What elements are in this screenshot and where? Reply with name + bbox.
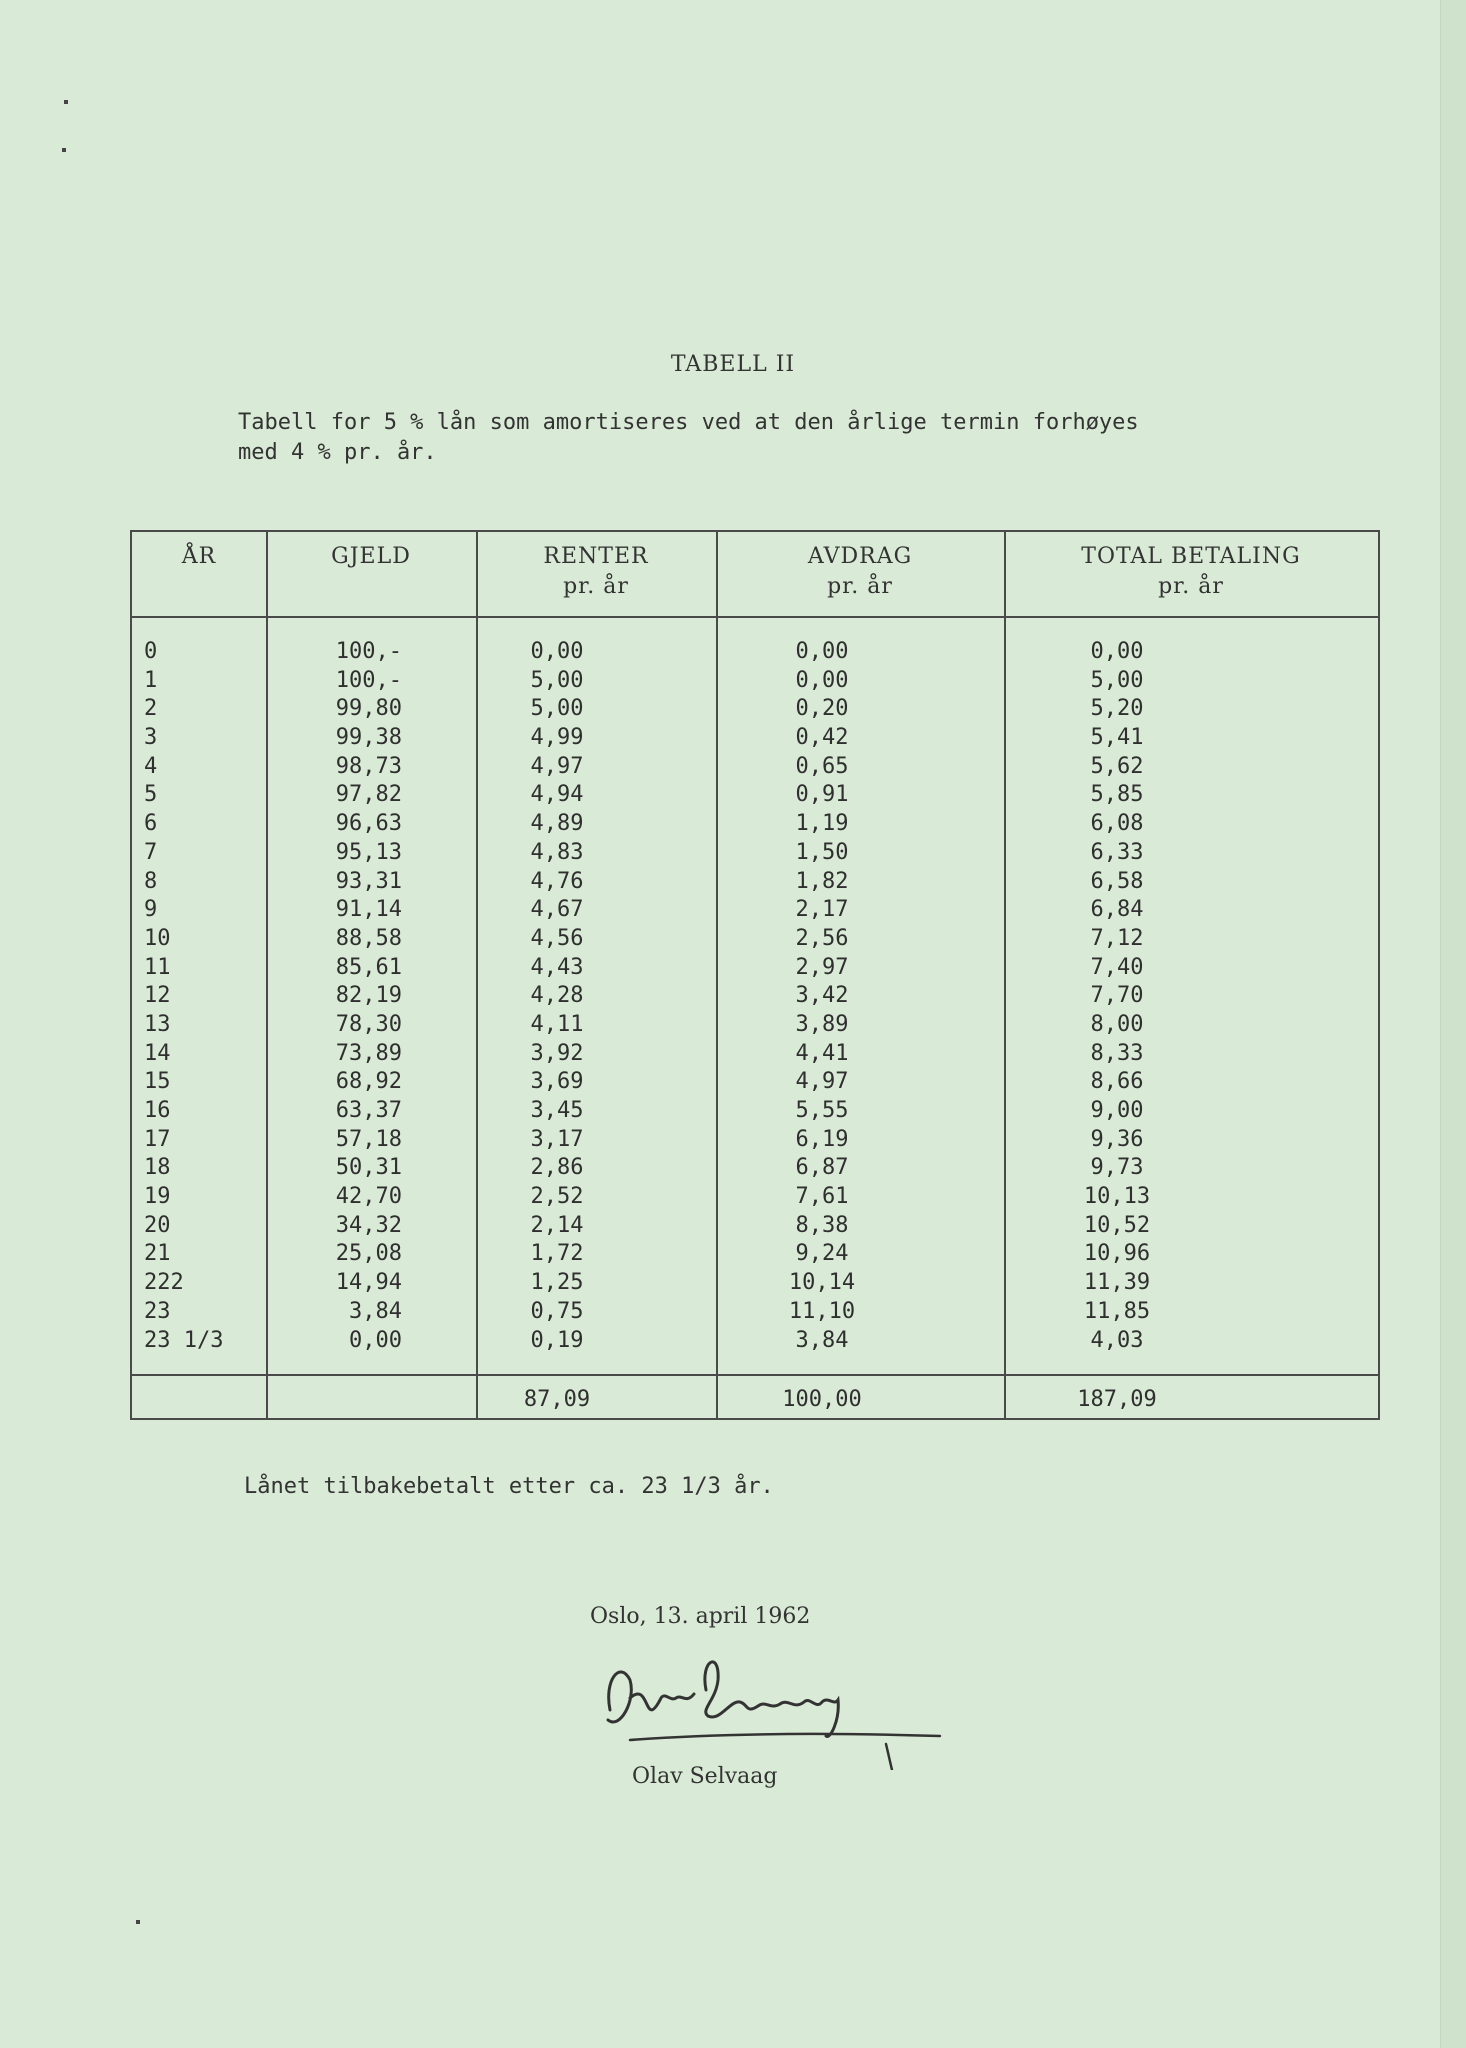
cell-avdrag: 0,00: [795, 639, 849, 664]
cell-ar: 21: [144, 1241, 171, 1267]
cell-ar: 2: [144, 696, 158, 722]
cell-avdrag: 1,50: [795, 839, 849, 865]
cell-gjeld: 42,70: [335, 1184, 402, 1210]
cell-renter: 4,89: [530, 811, 584, 837]
cell-avdrag: 11,10: [788, 1298, 856, 1324]
cell-total: 6,33: [1090, 839, 1144, 865]
header-renter-sub: pr. år: [563, 574, 629, 599]
cell-ar: 5: [144, 782, 158, 808]
cell-avdrag: 4,41: [795, 1040, 849, 1066]
cell-gjeld: 93,31: [335, 868, 402, 894]
cell-total: 9,73: [1090, 1155, 1144, 1181]
signer-name: Olav Selvaag: [632, 1764, 778, 1789]
cell-ar: 8: [144, 868, 158, 894]
table-row: [132, 1240, 1378, 1269]
cell-total: 5,85: [1090, 782, 1144, 808]
speck-mark: [136, 1920, 140, 1924]
cell-gjeld: 97,82: [335, 782, 402, 808]
table-row: [132, 781, 1378, 810]
cell-renter: 0,19: [530, 1327, 584, 1353]
header-avdrag: [716, 542, 1004, 602]
table-row: [132, 1298, 1378, 1327]
cell-total: 5,62: [1090, 753, 1144, 779]
cell-avdrag: 9,24: [795, 1241, 849, 1267]
cell-total: 6,58: [1090, 868, 1144, 894]
cell-ar: 3: [144, 725, 158, 751]
table-row: [132, 667, 1378, 696]
cell-avdrag: 0,42: [795, 725, 849, 751]
cell-total: 5,41: [1090, 725, 1144, 751]
cell-renter: 5,00: [530, 696, 584, 722]
cell-renter: 4,99: [530, 725, 584, 751]
table-row: [132, 1327, 1378, 1356]
cell-avdrag: 1,82: [795, 868, 849, 894]
cell-ar: 19: [144, 1184, 171, 1210]
table-row: [132, 1183, 1378, 1212]
table-row: [132, 810, 1378, 839]
cell-gjeld: 63,37: [335, 1098, 402, 1123]
cell-ar: 17: [144, 1126, 171, 1152]
cell-avdrag: 7,61: [795, 1184, 849, 1210]
table-row: [132, 1068, 1378, 1097]
cell-total: 4,03: [1090, 1327, 1144, 1353]
table-row: [132, 1269, 1378, 1298]
cell-gjeld: 91,14: [335, 897, 402, 923]
cell-ar: 13: [144, 1011, 171, 1037]
cell-ar: 222: [144, 1270, 184, 1296]
cell-ar: 11: [144, 954, 171, 980]
cell-renter: 2,14: [530, 1212, 584, 1238]
cell-avdrag: 8,38: [795, 1212, 849, 1238]
header-gjeld: [266, 542, 476, 572]
cell-renter: 5,00: [530, 667, 584, 693]
cell-total: 6,84: [1090, 897, 1144, 923]
cell-renter: 0,75: [530, 1298, 584, 1324]
header-gjeld-label: GJELD: [331, 544, 411, 569]
header-avdrag-sub: pr. år: [827, 574, 893, 599]
speck-mark: [62, 148, 66, 152]
cell-renter: 4,76: [530, 868, 584, 894]
cell-total: 7,12: [1090, 925, 1144, 951]
table-row: [132, 1040, 1378, 1069]
cell-avdrag: 6,19: [795, 1126, 849, 1152]
table-row: [132, 982, 1378, 1011]
cell-total: 6,08: [1090, 811, 1144, 837]
cell-ar: 7: [144, 839, 158, 865]
cell-gjeld: 95,13: [335, 839, 402, 865]
place-date: Oslo, 13. april 1962: [590, 1604, 811, 1629]
cell-renter: 4,67: [530, 897, 584, 923]
table-row: [132, 638, 1378, 667]
cell-avdrag: 1,19: [795, 811, 849, 837]
amortization-table: [130, 530, 1380, 1420]
cell-avdrag: 5,55: [795, 1098, 849, 1123]
cell-ar: 4: [144, 753, 158, 779]
cell-ar: 0: [144, 639, 158, 664]
table-title: TABELL II: [670, 352, 796, 377]
total-avdrag: 100,00: [782, 1387, 862, 1412]
cell-total: 11,85: [1083, 1298, 1151, 1324]
cell-avdrag: 3,84: [795, 1327, 849, 1353]
cell-renter: 3,92: [530, 1040, 584, 1066]
cell-avdrag: 3,42: [795, 983, 849, 1009]
cell-total: 9,36: [1090, 1126, 1144, 1152]
header-ar: [132, 542, 266, 572]
cell-total: 5,00: [1090, 667, 1144, 693]
cell-avdrag: 2,17: [795, 897, 849, 923]
cell-gjeld: 25,08: [335, 1241, 402, 1267]
intro-line-2: med 4 % pr. år.: [238, 440, 437, 465]
table-row: [132, 753, 1378, 782]
cell-total: 8,33: [1090, 1040, 1144, 1066]
table-row: [132, 1154, 1378, 1183]
cell-renter: 4,28: [530, 983, 584, 1009]
cell-avdrag: 0,20: [795, 696, 849, 722]
cell-ar: 6: [144, 811, 158, 837]
cell-gjeld: 68,92: [335, 1069, 402, 1095]
speck-mark: [64, 100, 68, 104]
cell-ar: 10: [144, 925, 171, 951]
intro-line-1: Tabell for 5 % lån som amortiseres ved at den årlige termin forhøyes: [238, 410, 1139, 435]
intro-text: [238, 408, 1278, 468]
cell-avdrag: 3,89: [795, 1011, 849, 1037]
cell-total: 7,40: [1090, 954, 1144, 980]
cell-renter: 4,43: [530, 954, 584, 980]
cell-total: 5,20: [1090, 696, 1144, 722]
cell-renter: 4,97: [530, 753, 584, 779]
cell-avdrag: 10,14: [788, 1270, 856, 1296]
cell-avdrag: 0,91: [795, 782, 849, 808]
cell-ar: 20: [144, 1212, 171, 1238]
cell-total: 8,00: [1090, 1011, 1144, 1037]
header-total-sub: pr. år: [1158, 574, 1224, 599]
signature: [590, 1640, 950, 1770]
cell-avdrag: 6,87: [795, 1155, 849, 1181]
cell-ar: 16: [144, 1098, 171, 1123]
cell-ar: 18: [144, 1155, 171, 1181]
cell-ar: 23: [144, 1298, 171, 1324]
cell-ar: 1: [144, 667, 158, 693]
repayment-note: Lånet tilbakebetalt etter ca. 23 1/3 år.: [244, 1474, 774, 1499]
table-row: [132, 839, 1378, 868]
cell-total: 10,96: [1083, 1241, 1151, 1267]
header-divider: [132, 616, 1378, 618]
header-avdrag-label: AVDRAG: [807, 544, 913, 569]
total-betaling: 187,09: [1077, 1387, 1157, 1412]
cell-total: 10,13: [1083, 1184, 1151, 1210]
paper-edge: [1440, 0, 1466, 2048]
cell-gjeld: 100,-: [335, 667, 402, 693]
cell-renter: 3,17: [530, 1126, 584, 1152]
totals-divider: [132, 1374, 1378, 1376]
table-row: [132, 925, 1378, 954]
cell-total: 9,00: [1090, 1098, 1144, 1123]
cell-gjeld: 73,89: [335, 1040, 402, 1066]
total-renter: 87,09: [523, 1387, 591, 1412]
cell-renter: 0,00: [530, 639, 584, 664]
cell-gjeld: 50,31: [335, 1155, 402, 1181]
cell-renter: 2,86: [530, 1155, 584, 1181]
table-row: [132, 868, 1378, 897]
table-row: [132, 724, 1378, 753]
cell-total: 7,70: [1090, 983, 1144, 1009]
header-ar-label: ÅR: [181, 544, 217, 569]
cell-total: 0,00: [1090, 639, 1144, 664]
cell-total: 8,66: [1090, 1069, 1144, 1095]
totals-row: [132, 1380, 1378, 1420]
cell-gjeld: 100,-: [335, 639, 402, 664]
cell-gjeld: 82,19: [335, 983, 402, 1009]
cell-renter: 3,69: [530, 1069, 584, 1095]
cell-gjeld: 14,94: [335, 1270, 402, 1296]
cell-ar: 9: [144, 897, 158, 923]
cell-ar: 12: [144, 983, 171, 1009]
cell-renter: 4,94: [530, 782, 584, 808]
header-renter: [476, 542, 716, 602]
cell-gjeld: 99,80: [335, 696, 402, 722]
table-row: [132, 896, 1378, 925]
cell-ar: 15: [144, 1069, 171, 1095]
cell-renter: 4,11: [530, 1011, 584, 1037]
cell-renter: 1,25: [530, 1270, 584, 1296]
table-row: [132, 1011, 1378, 1040]
table-row: [132, 1097, 1378, 1126]
table-row: [132, 695, 1378, 724]
cell-gjeld: 96,63: [335, 811, 402, 837]
table-row: [132, 1126, 1378, 1155]
cell-ar: 14: [144, 1040, 171, 1066]
cell-renter: 1,72: [530, 1241, 584, 1267]
header-total: [1004, 542, 1378, 602]
cell-avdrag: 2,56: [795, 925, 849, 951]
cell-gjeld: 57,18: [335, 1126, 402, 1152]
cell-gjeld: 78,30: [335, 1011, 402, 1037]
cell-total: 11,39: [1083, 1270, 1151, 1296]
cell-avdrag: 0,65: [795, 753, 849, 779]
cell-total: 10,52: [1083, 1212, 1151, 1238]
table-row: [132, 1212, 1378, 1241]
cell-gjeld: 0,00: [349, 1327, 402, 1353]
table-body: [132, 638, 1378, 1355]
cell-gjeld: 88,58: [335, 925, 402, 951]
table-row: [132, 954, 1378, 983]
cell-gjeld: 85,61: [335, 954, 402, 980]
cell-gjeld: 99,38: [335, 725, 402, 751]
cell-renter: 4,56: [530, 925, 584, 951]
header-total-label: TOTAL BETALING: [1081, 544, 1301, 569]
cell-renter: 3,45: [530, 1098, 584, 1123]
cell-avdrag: 4,97: [795, 1069, 849, 1095]
cell-avdrag: 2,97: [795, 954, 849, 980]
cell-renter: 4,83: [530, 839, 584, 865]
cell-renter: 2,52: [530, 1184, 584, 1210]
cell-ar: 23 1/3: [144, 1327, 224, 1353]
cell-gjeld: 98,73: [335, 753, 402, 779]
cell-gjeld: 34,32: [335, 1212, 402, 1238]
cell-gjeld: 3,84: [349, 1298, 402, 1324]
header-renter-label: RENTER: [543, 544, 649, 569]
cell-avdrag: 0,00: [795, 667, 849, 693]
